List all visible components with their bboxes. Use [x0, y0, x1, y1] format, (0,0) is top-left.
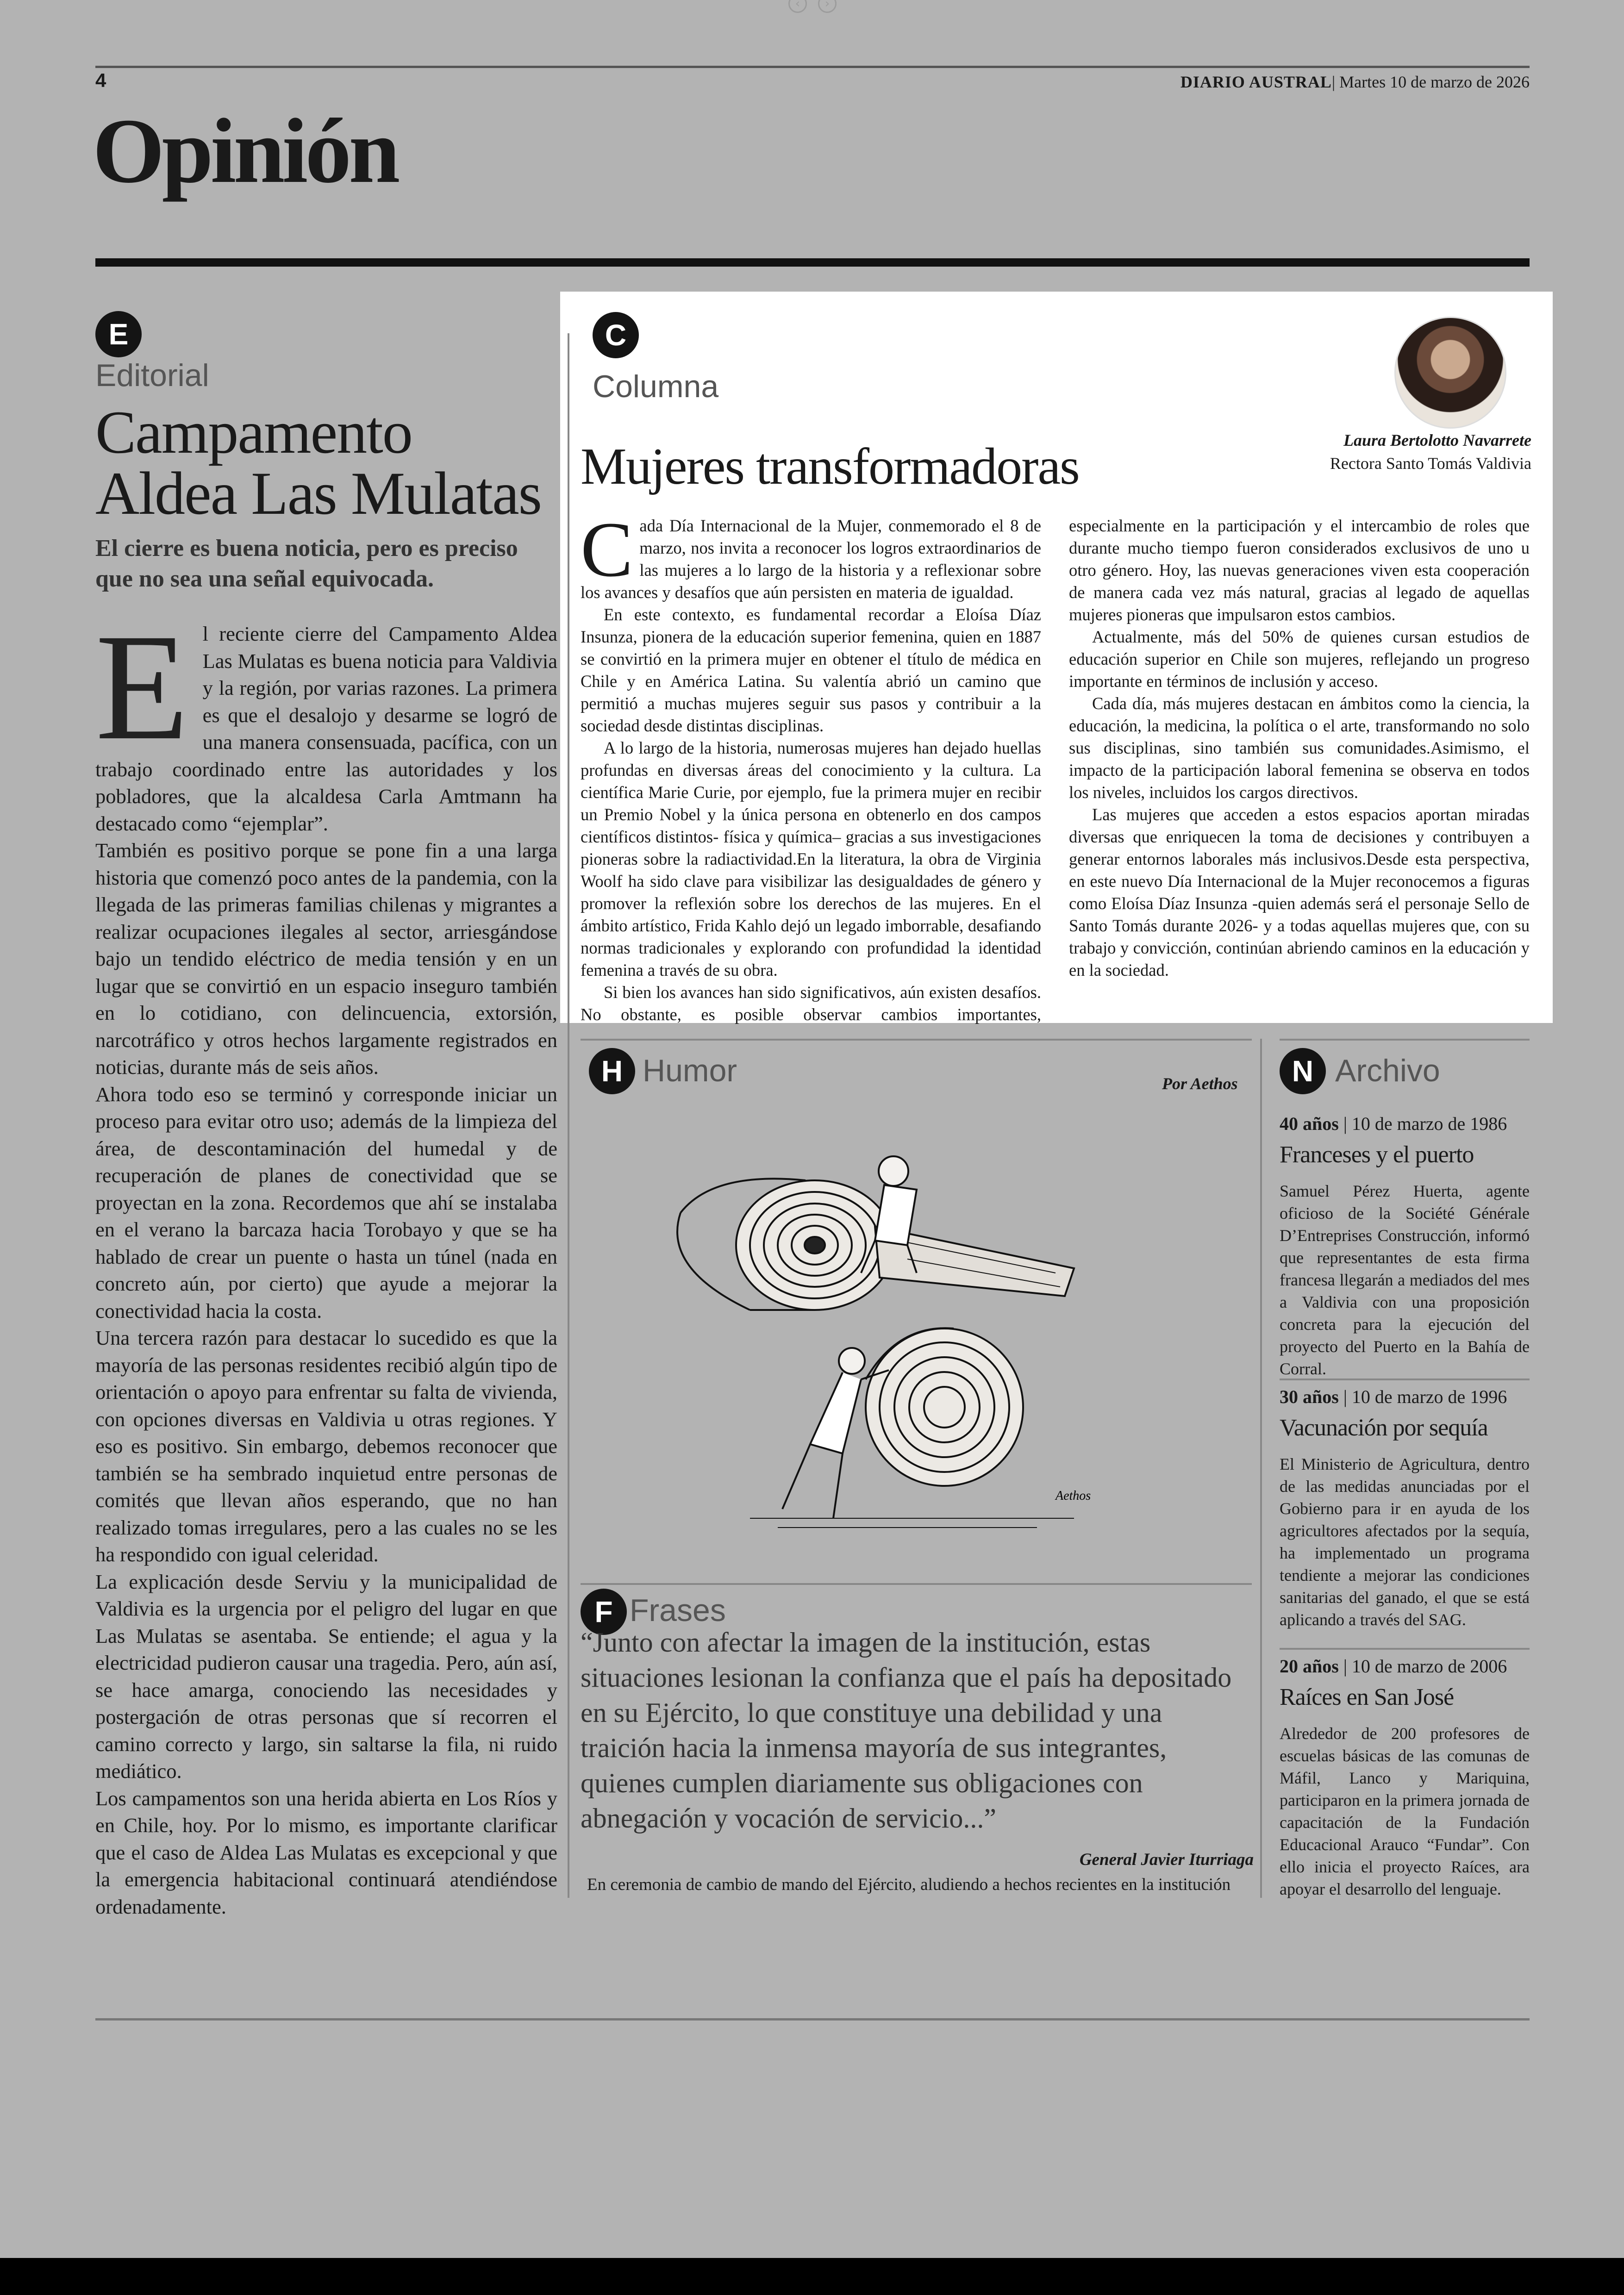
editorial-body: [95, 603, 557, 1920]
archive-item: 40 años | 10 de marzo de 1986 Franceses y el puerto Samuel Pérez Huerta, agente oficioso de la Société Générale D’Entreprises Construcción, informó que representantes de esta firma francesa llegarán a mediados del mes a Valdivia con una proposición concreta para la ejecución del proyecto del Puerto en la Bahía de Corral.: [1280, 1113, 1530, 1380]
editorial-paragraph: Los campamentos son una herida abierta en Los Ríos y en Chile, hoy. Por lo mismo, es importante clarificar que el caso de Aldea Las Mulatas es excepcional y que la emergencia habitacional continuará atendiéndose ordenadamente.: [95, 1786, 557, 1918]
archive-item-rule: [1280, 1378, 1530, 1380]
author-name: Laura Bertolotto Navarrete: [1343, 431, 1531, 449]
newspaper-name: DIARIO AUSTRAL: [1180, 73, 1332, 91]
author-avatar: [1394, 317, 1506, 429]
author-role: Rectora Santo Tomás Valdivia: [1330, 454, 1531, 473]
column-paragraph: Si bien los avances han sido significativos, aún existen desafíos. No obstante, es posible observar cambios importantes, especialmente en la participación y el intercambio de roles que durante mucho tiempo fueron considerados exclusivos de uno u otro género. Hoy, las nuevas generaciones viven esta cooperación de manera cada vez más natural, gracias al legado de aquellas mujeres pioneras que impulsaron estos cambios.: [581, 516, 1530, 1024]
bottom-rule: [95, 2018, 1530, 2021]
archive-text: Samuel Pérez Huerta, agente oficioso de la Société Générale D’Entreprises Construcción, informó que representantes de esta firma francesa llegarán a mediados del mes a Valdivia con una proposición concreta para la ejecución del proyecto del Puerto en la Bahía de Corral.: [1280, 1182, 1530, 1378]
masthead-info: [1181, 72, 1530, 92]
column-divider: [568, 333, 569, 1023]
editorial-paragraph: La explicación desde Serviu y la municipalidad de Valdivia es la urgencia por el peligro del lugar en que Las Mulatas se asentaba. Se entiende; el agua y la electricidad pudieron causar una tragedia. Pero, aún así, se hace amarga, conociendo las necesidades y postergación de otras personas que sí recorren el camino correcto y largo, sin saltarse la fila, ni ruido mediático.: [95, 1570, 557, 1783]
archive-date: 10 de marzo de 2006: [1351, 1656, 1507, 1677]
column-paragraph: A lo largo de la historia, numerosas mujeres han dejado huellas profundas en diversas áreas del conocimiento y la cultura. La científica Marie Curie, por ejemplo, fue la primera mujer en recibir un Premio Nobel y la única persona en obtenerlo en dos campos científicos distintos- física y química– gracias a sus investigaciones pioneras sobre la radiactividad.En la literatura, la obra de Virginia Woolf ha sido clave para visibilizar las desigualdades de género y promover la reflexión sobre los derechos de las mujeres. En el ámbito artístico, Frida Kahlo dejó un legado imborrable, desafiando normas tradicionales y explorando con profundidad la identidad femenina a través de su obra.: [581, 738, 1041, 979]
viewer-nav[interactable]: [778, 0, 847, 14]
archive-divider: [1260, 1039, 1262, 1898]
column-paragraph: Las mujeres que acceden a estos espacios aportan miradas diversas que enriquecen la toma de decisiones y contribuyen a generar entornos laborales más inclusivos.Desde esta perspectiva, en este nuevo Día Internacional de la Mujer reconocemos a figuras como Eloísa Díaz Insunza -quien además será el personaje Sello de Santo Tomás durante 2026- y a todas aquellas mujeres que, con su trabajo y convicción, continúan abriendo caminos en la educación y en la sociedad.: [1069, 805, 1530, 979]
editorial-badge: E: [95, 311, 142, 357]
frases-label: Frases: [630, 1593, 726, 1628]
editorial-subtitle: El cierre es buena noticia, pero es preciso que no sea una señal equivocada.: [95, 535, 518, 592]
archive-item: 30 años | 10 de marzo de 1996 Vacunación por sequía El Ministerio de Agricultura, dentro de las medidas anunciadas por el Gobierno para ir en ayuda de los agricultores afectados por la sequía, ha implementado un programa tendiente a mejorar las condiciones sanitarias del ganado, el que se está aplicando a través del SAG.: [1280, 1386, 1530, 1631]
cartoon-signature: Aethos: [1056, 1489, 1091, 1503]
frases-rule: [581, 1583, 1252, 1585]
column-paragraph: En este contexto, es fundamental recordar a Eloísa Díaz Insunza, pionera de la educación superior femenina, quien en 1887 se convirtió en la primera mujer en obtener el título de médica en Chile y en América Latina. Su valentía abrió un camino que permitió a muchas mujeres seguir sus pasos y contribuir a la sociedad desde distintas disciplinas.: [581, 605, 1041, 735]
column-body: [581, 506, 1530, 1026]
humor-label: Humor: [643, 1053, 737, 1088]
archive-title: Raíces en San José: [1280, 1684, 1454, 1710]
column-dropcap: C: [581, 506, 633, 593]
frases-badge: F: [581, 1589, 627, 1635]
next-page-icon[interactable]: ›: [818, 0, 837, 13]
archive-title: Franceses y el puerto: [1280, 1141, 1474, 1168]
top-rule: [95, 66, 1530, 68]
archive-years: 30 años: [1280, 1386, 1339, 1407]
viewer-footer-bar: [0, 2258, 1624, 2295]
section-title: Opinión: [93, 100, 398, 202]
archive-item: 20 años | 10 de marzo de 2006 Raíces en San José Alrededor de 200 profesores de escuelas básicas de las comunas de Máfil, Lanco y Mariquina, participaron en la primera jornada de capacitación de la Fundación Educacional Arauco “Fundar”. Con ello inicia el proyecto Raíces, ara apoyar el desarrollo del lenguaje.: [1280, 1655, 1530, 1900]
column-badge: C: [593, 312, 639, 358]
frases-author: General Javier Iturriaga: [1079, 1850, 1254, 1869]
archive-date: 10 de marzo de 1996: [1351, 1386, 1507, 1407]
column-paragraph: Cada Día Internacional de la Mujer, conmemorado el 8 de marzo, nos invita a reconocer los logros extraordinarios de las mujeres a lo largo de la historia y a reflexionar sobre los avances y desafíos que aún persisten en materia de igualdad.: [581, 506, 1041, 602]
archive-item-rule: [1280, 1648, 1530, 1650]
archive-badge: N: [1280, 1048, 1326, 1094]
archive-text: Alrededor de 200 profesores de escuelas básicas de las comunas de Máfil, Lanco y Mariquina, participaron en la primera jornada de capacitación de la Fundación Educacional Arauco “Fundar”. Con ello inicia el proyecto Raíces, ara apoyar el desarrollo del lenguaje.: [1280, 1724, 1530, 1898]
editorial-paragraph: Una tercera razón para destacar lo sucedido es que la mayoría de las personas residentes recibió algún tipo de orientación o apoyo para enfrentar su falta de vivienda, con opciones diversas en Valdivia u otras regiones. Y eso es positivo. Sin embargo, debemos reconocer que también se ha sembrado inquietud entre personas de comités que llevan años esperando, que no han realizado tomas irregulares, pero a las cuales no se les ha respondido con igual celeridad.: [95, 1326, 557, 1566]
column-label: Columna: [593, 369, 719, 404]
column-paragraph: Actualmente, más del 50% de quienes cursan estudios de educación superior en Chile son mujeres, reflejando un progreso importante en términos de inclusión y acceso.: [1069, 627, 1530, 691]
column-author: [1330, 429, 1531, 475]
section-rule: [95, 258, 1530, 267]
archive-rule: [1280, 1039, 1530, 1041]
humor-rule: [581, 1039, 1252, 1041]
editorial-paragraph: l reciente cierre del Campamento Aldea Las Mulatas es buena noticia para Valdivia y la región, por varias razones. La primera es que el desalojo y desarme se logró de una manera consensuada, pacífica, con un trabajo coordinado entre las autoridades y los pobladores, que la alcaldesa Carla Amtmann ha destacado como “ejemplar”.: [95, 622, 557, 835]
editorial-paragraph: También es positivo porque se pone fin a una larga historia que comenzó poco antes de la pandemia, con la llegada de las primeras familias chilenas y migrantes a realizar ocupaciones ilegales al sector, arriesgándose bajo un tendido eléctrico de media tensión y en un lugar que se convirtió en un espacio inseguro también en lo cotidiano, con delincuencia, extorsión, narcotráfico y otros hechos largamente registrados en noticias, durante más de seis años.: [95, 839, 557, 1079]
masthead-separator: |: [1331, 73, 1336, 91]
editorial-title: Campamento Aldea Las Mulatas: [95, 398, 542, 527]
page-number: 4: [95, 69, 106, 91]
archive-text: El Ministerio de Agricultura, dentro de las medidas anunciadas por el Gobierno para ir en ayuda de los agricultores afectados por la sequía, ha implementado un programa tendiente a mejorar las condiciones sanitarias del ganado, el que se está aplicando a través del SAG.: [1280, 1455, 1530, 1629]
cartoon-illustration: [657, 1120, 1093, 1537]
frases-caption: En ceremonia de cambio de mando del Ejército, aludiendo a hechos recientes en la institución: [587, 1875, 1231, 1894]
archive-years: 40 años: [1280, 1113, 1339, 1134]
column-paragraph: Cada día, más mujeres destacan en ámbitos como la ciencia, la educación, la medicina, la política o el arte, transformando no solo sus disciplinas, sino también sus comunidades.Asimismo, el impacto de la participación laboral femenina se observa en todos los niveles, incluidos los cargos directivos.: [1069, 694, 1530, 802]
archive-years: 20 años: [1280, 1656, 1339, 1677]
editorial-dropcap: E: [95, 603, 189, 772]
archive-date: 10 de marzo de 1986: [1351, 1113, 1507, 1134]
editorial-paragraph: Ahora todo eso se terminó y corresponde iniciar un proceso para evitar otro uso; además de la limpieza del área, de descontaminación del humedal y de recuperación de planes de conectividad que se proyectan en la zona. Recordemos que ahí se instalaba en el verano la barcaza hacia Torobayo y que se ha hablado de crear un puente o hasta un túnel (nada en concreto aún, por cierto) que ayude a mejorar la conectividad hacia la costa.: [95, 1082, 557, 1322]
editorial-label: Editorial: [95, 358, 209, 393]
issue-date: Martes 10 de marzo de 2026: [1339, 73, 1530, 91]
humor-credit: Por Aethos: [1162, 1074, 1238, 1093]
humor-badge: H: [589, 1048, 635, 1094]
archive-title: Vacunación por sequía: [1280, 1415, 1488, 1441]
frases-quote: “Junto con afectar la imagen de la institución, estas situaciones lesionan la confianza que el país ha depositado en su Ejército, lo que constituye una debilidad y una traición hacia la inmensa mayoría de sus integrantes, quienes cumplen diariamente sus obligaciones con abnegación y vocación de servicio...”: [581, 1627, 1232, 1834]
prev-page-icon[interactable]: ‹: [788, 0, 807, 13]
column-title: Mujeres transformadoras: [581, 438, 1079, 495]
archive-label: Archivo: [1335, 1053, 1440, 1088]
